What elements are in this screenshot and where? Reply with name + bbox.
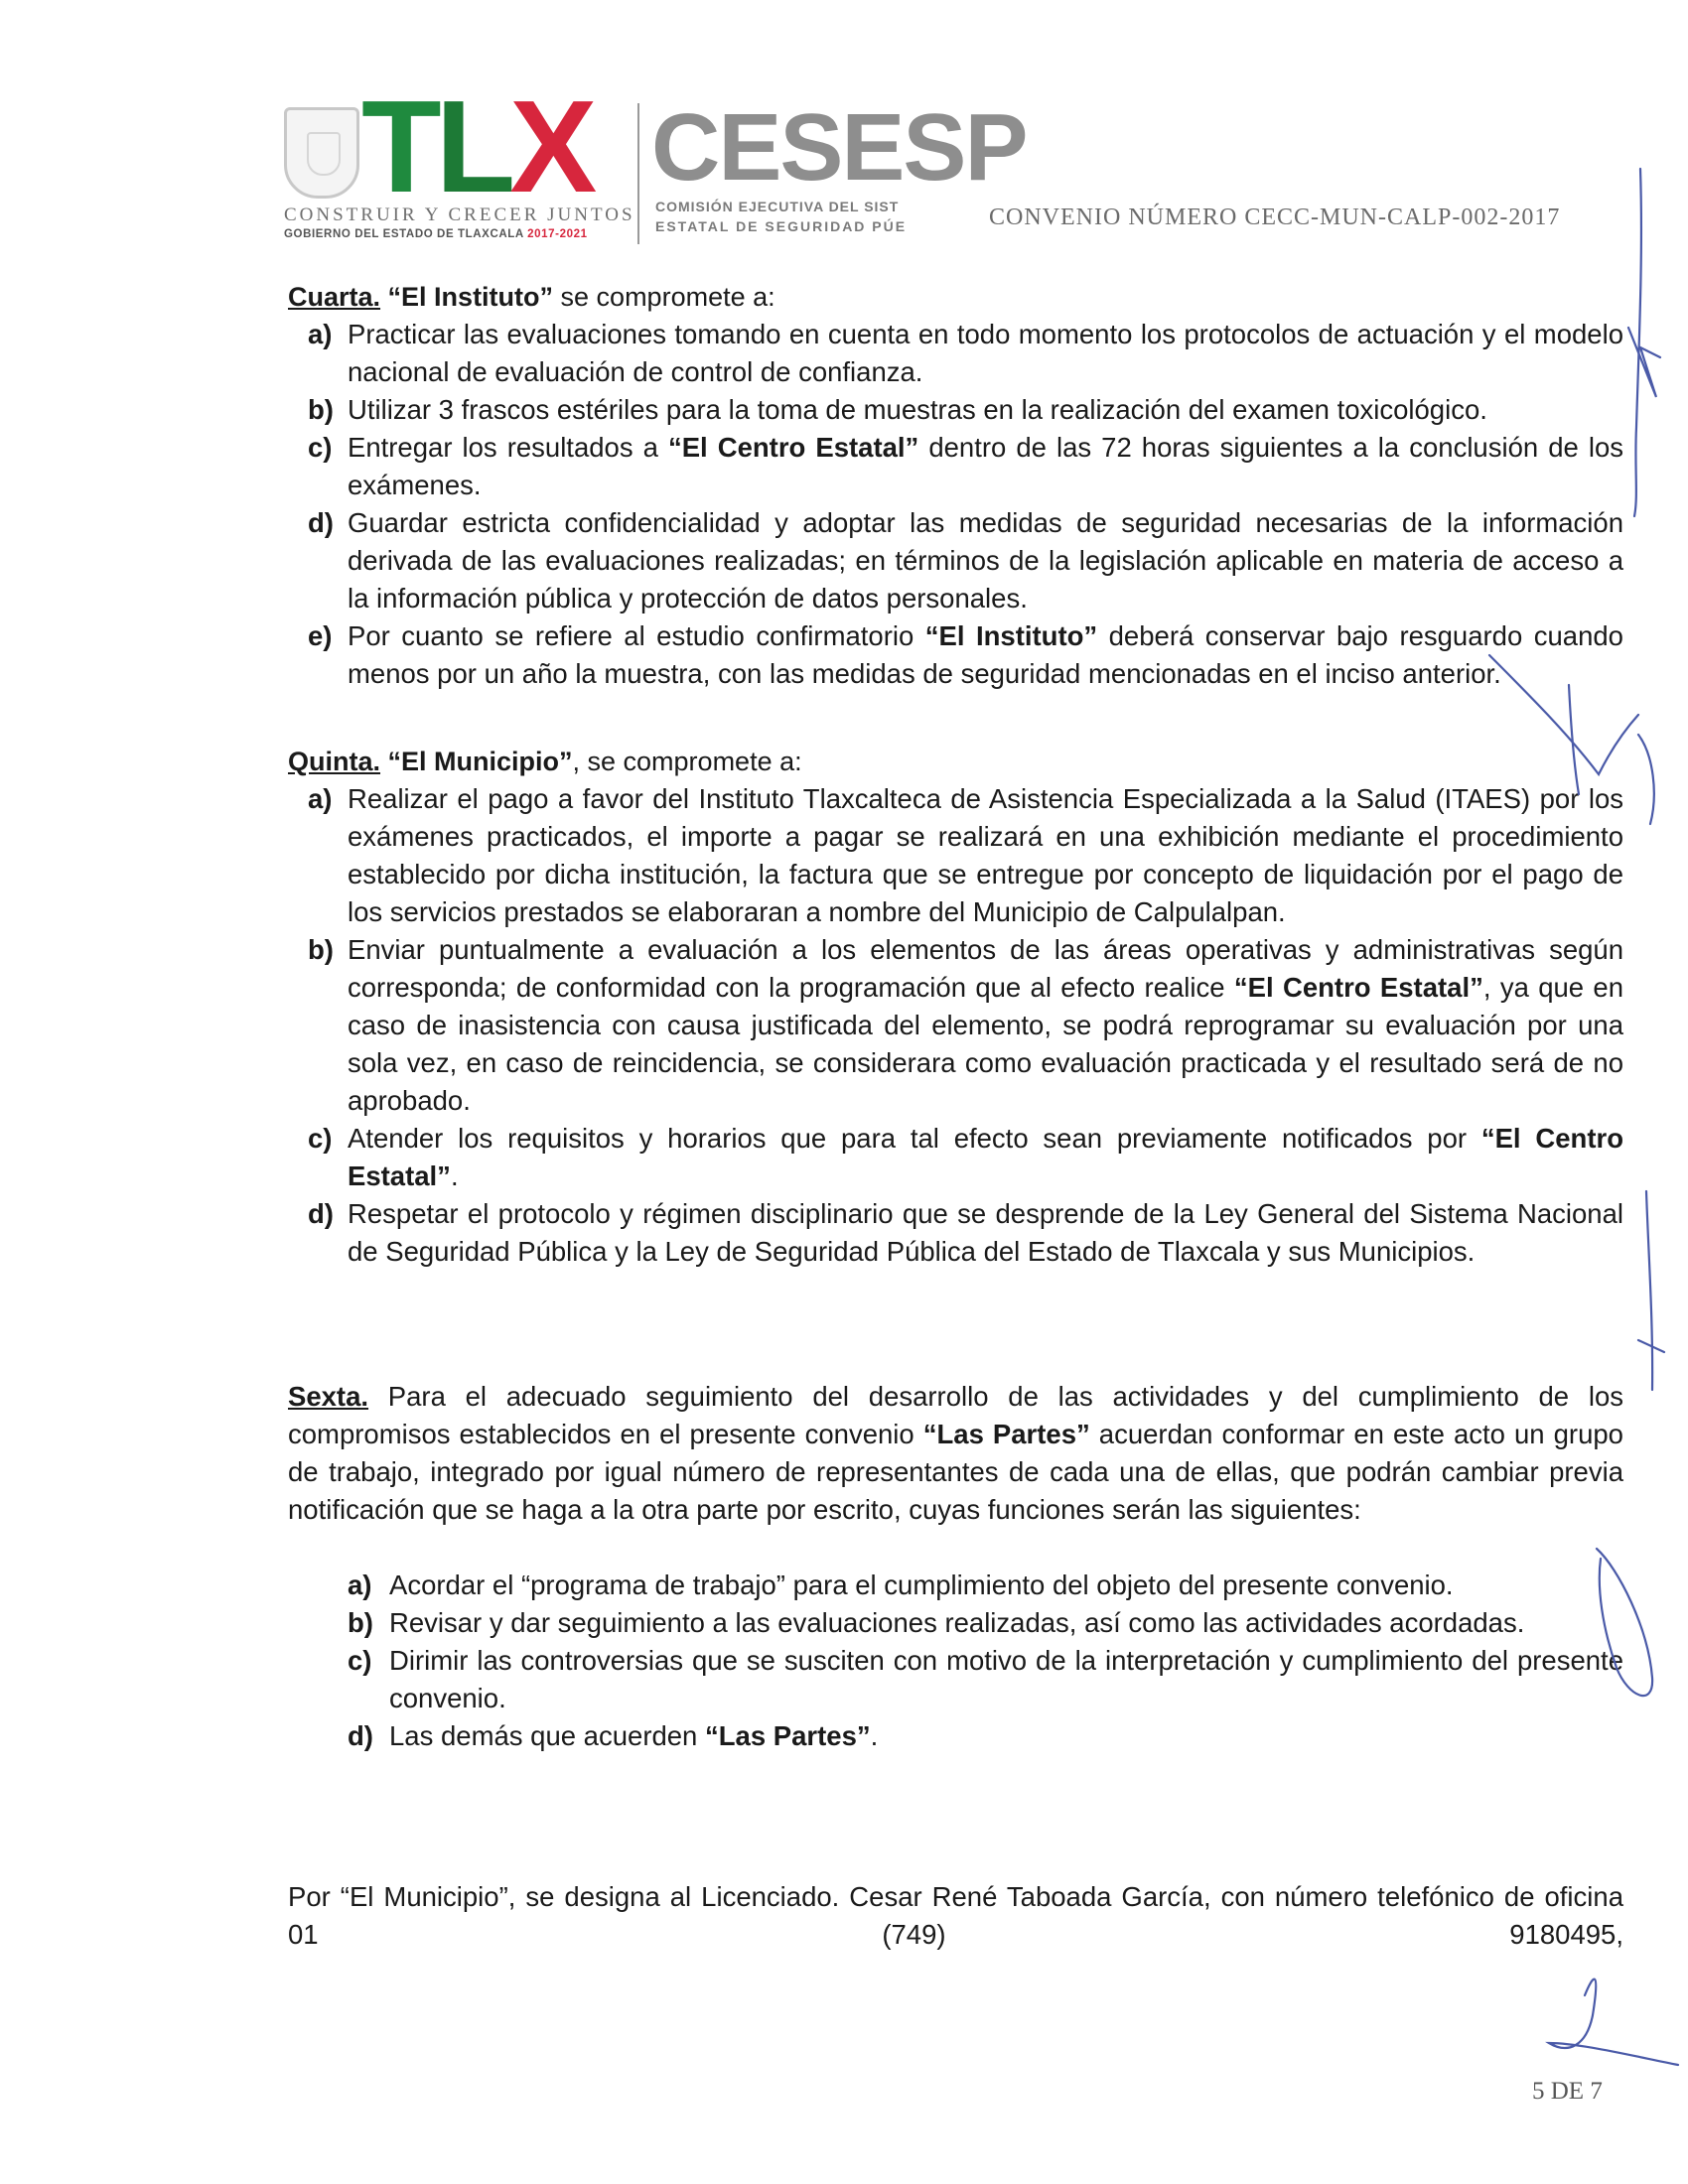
margin-signature-stroke	[1634, 169, 1641, 516]
clause-heading: Quinta. “El Municipio”, se compromete a:	[288, 747, 802, 776]
clause-list	[288, 1567, 1623, 1755]
clause-body: Sexta. Para el adecuado seguimiento del desarrollo de las actividades y del cumplimiento de los compromisos establecidos en el presente convenio “Las Partes” acuerdan conformar en este acto un grupo de trabajo, integrado por igual número de representantes de cada una de ellas, que podrán cambiar previa notificación que se haga a la otra parte por escrito, cuyas funciones serán las siguientes:	[288, 1381, 1623, 1525]
clause-quinta	[288, 743, 1623, 1271]
list-item: c) Dirimir las controversias que se susciten con motivo de la interpretación y cumplimiento del presente convenio.	[348, 1645, 1623, 1713]
list-item: b) Enviar puntualmente a evaluación a los elementos de las áreas operativas y administrativas según corresponda; de conformidad con la programación que al efecto realice “El Centro Estatal”, ya que en caso de inasistencia con causa justificada del elemento, se podrá reprogramar su evaluación por una sola vez, en caso de reincidencia, se considerara como evaluación practicada y el resultado será de no aprobado.	[308, 934, 1624, 1116]
list-item: d) Las demás que acuerden “Las Partes”.	[348, 1720, 879, 1751]
list-item: e) Por cuanto se refiere al estudio confirmatorio “El Instituto” deberá conservar bajo resguardo cuando menos por un año la muestra, con las medidas de seguridad mencionadas en el inciso anterior.	[308, 620, 1623, 689]
agency-name-line2: ESTATAL DE SEGURIDAD PÚE	[655, 218, 908, 234]
list-item: c) Atender los requisitos y horarios que para tal efecto sean previamente notificados por “El Centro Estatal”.	[308, 1123, 1623, 1191]
clause-list	[288, 780, 1623, 1271]
list-item: c) Entregar los resultados a “El Centro Estatal” dentro de las 72 horas siguientes a la conclusión de los exámenes.	[308, 432, 1623, 500]
margin-signature-stroke	[1638, 1340, 1664, 1352]
government-tagline: CONSTRUIR Y CRECER JUNTOS	[284, 205, 635, 225]
designation-text: Por “El Municipio”, se designa al Licenciado. Cesar René Taboada García, con número telefónico de oficina 01 (749) 9180495,	[288, 1881, 1623, 1950]
list-item: a) Practicar las evaluaciones tomando en cuenta en todo momento los protocolos de actuación y el modelo nacional de evaluación de control de confianza.	[308, 319, 1623, 387]
government-name: GOBIERNO DEL ESTADO DE TLAXCALA 2017-2021	[284, 228, 588, 240]
designation-paragraph	[288, 1878, 1623, 1954]
page-number: 5 DE 7	[1532, 2078, 1603, 2105]
clause-sexta	[288, 1378, 1623, 1755]
tlx-logo: TLX	[361, 73, 592, 219]
letterhead	[282, 73, 1622, 248]
clause-cuarta	[288, 278, 1623, 693]
clause-heading: Cuarta. “El Instituto” se compromete a:	[288, 282, 775, 312]
margin-signature-stroke	[1628, 328, 1660, 397]
state-seal-icon	[284, 107, 359, 199]
list-item: b) Utilizar 3 frascos estériles para la toma de muestras en la realización del examen toxicológico.	[308, 394, 1487, 425]
margin-signature-stroke	[1638, 735, 1654, 824]
logo-divider	[637, 103, 639, 244]
list-item: d) Guardar estricta confidencialidad y adoptar las medidas de seguridad necesarias de la información derivada de las evaluaciones realizadas; en términos de la legislación aplicable en materia de acceso a la información pública y protección de datos personales.	[308, 507, 1623, 614]
margin-signature-stroke	[1646, 1191, 1652, 1390]
list-item: a) Acordar el “programa de trabajo” para el cumplimiento del objeto del presente convenio.	[348, 1570, 1454, 1600]
list-item: a) Realizar el pago a favor del Instituto Tlaxcalteca de Asistencia Especializada a la Salud (ITAES) por los exámenes practicados, el importe a pagar se realizará en una exhibición mediante el procedimiento establecido por dicha institución, la factura que se entregue por concepto de liquidación por el pago de los servicios prestados se elaboraran a nombre del Municipio de Calpulalpan.	[308, 783, 1623, 927]
agreement-number: CONVENIO NÚMERO CECC-MUN-CALP-002-2017	[989, 205, 1561, 230]
cesesp-logo: CESESP	[651, 94, 1027, 201]
margin-signature-stroke	[1549, 1979, 1678, 2065]
agency-name-line1: COMISIÓN EJECUTIVA DEL SIST	[655, 199, 900, 214]
list-item: b) Revisar y dar seguimiento a las evaluaciones realizadas, así como las actividades acordadas.	[348, 1607, 1525, 1638]
list-item: d) Respetar el protocolo y régimen disciplinario que se desprende de la Ley General del Sistema Nacional de Seguridad Pública y la Ley de Seguridad Pública del Estado de Tlaxcala y sus Municipios.	[308, 1198, 1623, 1267]
clause-list	[288, 316, 1623, 693]
